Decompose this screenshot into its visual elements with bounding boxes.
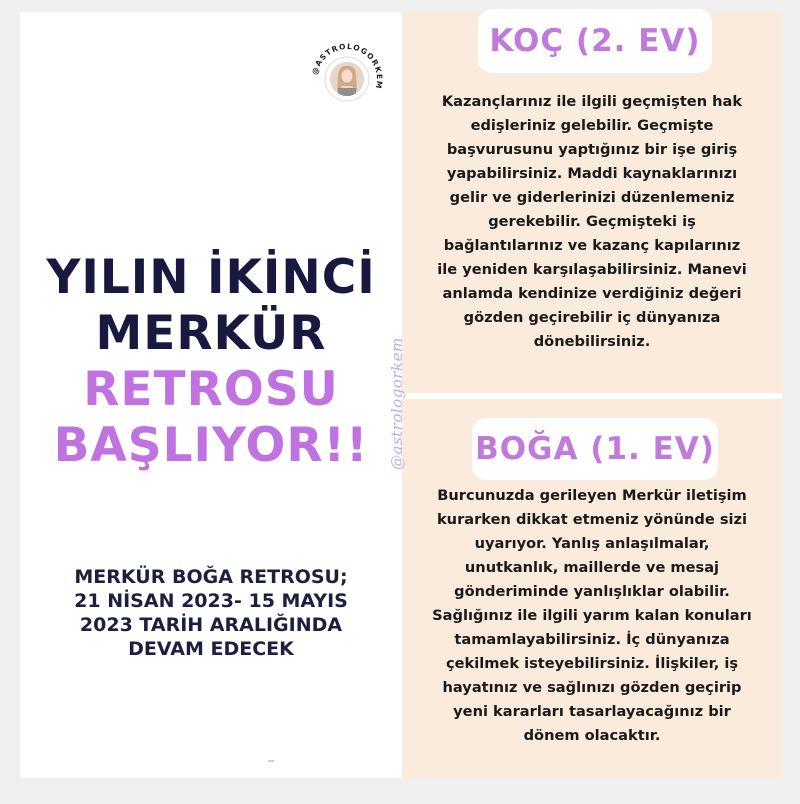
sign-title-boga: BOĞA (1. EV) xyxy=(472,418,718,480)
koc-line: bağlantılarınız ve kazanç kapılarınız xyxy=(443,237,741,254)
boga-line: Burcunuzda gerileyen Merkür iletişim xyxy=(437,487,747,504)
koc-line: gelir ve giderlerinizi düzenlemeniz xyxy=(449,189,735,206)
koc-line: dönebilirsiniz. xyxy=(533,333,651,350)
boga-line: uyarıyor. Yanlış anlaşılmalar, xyxy=(474,535,710,552)
sign-title-koc: KOÇ (2. EV) xyxy=(478,9,712,73)
boga-line: tamamlayabilirsiniz. İç dünyanıza xyxy=(454,631,730,648)
boga-line: yeni kararları tasarlayacağınız bir xyxy=(453,703,731,720)
subtext-line-4: DEVAM EDECEK xyxy=(128,638,294,660)
date-range-note xyxy=(20,565,402,661)
subtext-line-1: MERKÜR BOĞA RETROSU; xyxy=(74,566,348,588)
handle-text: @ASTROLOGORKEM xyxy=(310,41,385,91)
koc-line: Kazançlarınız ile ilgili geçmişten hak xyxy=(441,93,743,110)
koc-line: gözden geçirebilir iç dünyanıza xyxy=(463,309,721,326)
headline-line-2: MERKÜR xyxy=(95,306,327,361)
subtext-line-2: 21 NİSAN 2023- 15 MAYIS xyxy=(74,590,348,612)
headline-line-4: BAŞLIYOR!! xyxy=(53,418,369,473)
vertical-watermark: @astrologorkem xyxy=(388,337,406,470)
boga-line: hayatınız ve sağlınızı gözden geçirip xyxy=(442,679,742,696)
koc-line: başvurusunu yaptığınız bir işe giriş xyxy=(446,141,738,158)
avatar-image xyxy=(330,62,364,96)
koc-line: yapabilirsiniz. Maddi kaynaklarınızı xyxy=(446,165,738,182)
koc-line: anlamda kendinize verdiğiniz değeri xyxy=(442,285,742,302)
profile-badge[interactable] xyxy=(306,38,388,120)
boga-line: unutkanlık, maillerde ve mesaj xyxy=(464,559,720,576)
koc-description xyxy=(414,90,770,354)
boga-line: Sağlığınız ile ilgili yarım kalan konuları xyxy=(432,607,752,624)
boga-line: kurarken dikkat etmeniz yönünde sizi xyxy=(436,511,748,528)
headline xyxy=(20,250,402,474)
headline-line-3: RETROSU xyxy=(83,362,339,417)
avatar xyxy=(330,62,364,96)
boga-line: dönem olacaktır. xyxy=(523,727,661,744)
boga-line: çekilmek isteyebilirsiniz. İlişkiler, iş xyxy=(445,655,739,672)
subtext-line-3: 2023 TARİH ARALIĞINDA xyxy=(79,614,343,636)
boga-line: gönderiminde yanlışlıklar olabilir. xyxy=(454,583,730,600)
headline-line-1: YILIN İKİNCİ xyxy=(46,250,376,305)
boga-description xyxy=(414,484,770,748)
koc-line: edişleriniz gelebilir. Geçmişte xyxy=(470,117,714,134)
section-divider xyxy=(402,393,782,399)
decorative-dot xyxy=(268,760,274,762)
koc-line: ile yeniden karşılaşabilirsiniz. Manevi xyxy=(437,261,747,278)
koc-line: gerekebilir. Geçmişteki iş xyxy=(488,213,696,230)
